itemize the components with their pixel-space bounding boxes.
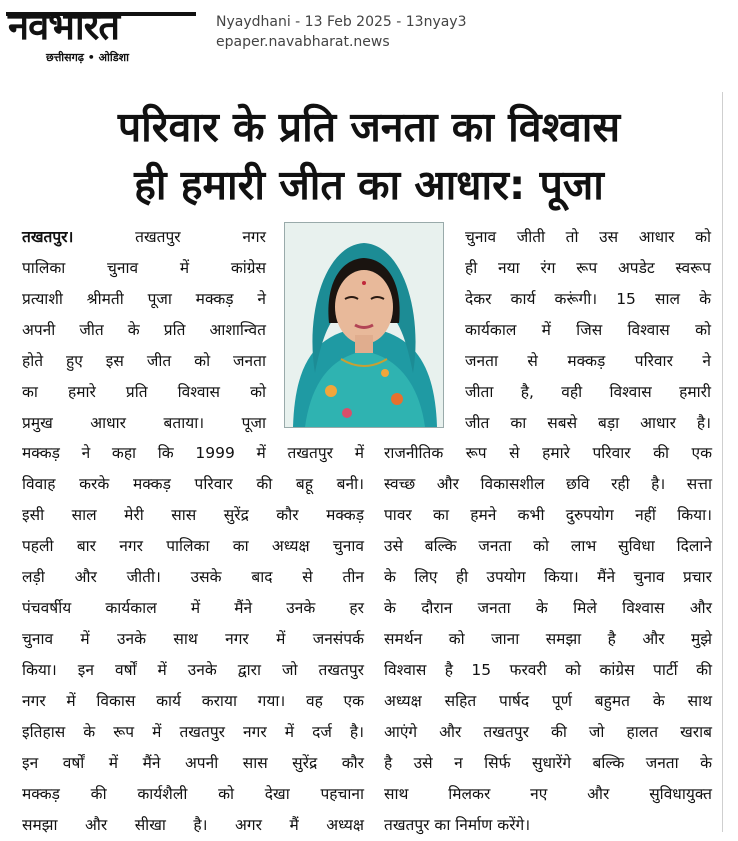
paragraph-line: पावर का हमने कभी दुरुपयोग नहीं किया। — [384, 506, 712, 524]
paragraph-line: पालिका चुनाव में कांग्रेस — [22, 259, 266, 277]
candidate-photo — [284, 222, 444, 428]
paragraph-line: मक्कड़ की कार्यशैली को देखा पहचाना — [22, 785, 364, 803]
paragraph-line: जनता से मक्कड़ परिवार ने — [465, 352, 711, 370]
portrait-illustration — [285, 223, 443, 427]
newspaper-logo — [6, 4, 198, 62]
dateline: तखतपुर। — [22, 228, 74, 246]
paragraph-line: होते हुए इस जीत को जनता — [22, 352, 266, 370]
paragraph-line: समर्थन को जाना समझा है और मुझे — [384, 630, 712, 648]
paragraph-line: प्रमुख आधार बताया। पूजा — [22, 414, 266, 432]
masthead — [0, 0, 738, 72]
paragraph-line: किया। इन वर्षों में उनके द्वारा जो तखतपुर — [22, 661, 364, 679]
edition-line: Nyaydhani - 13 Feb 2025 - 13nyay3 — [216, 14, 467, 30]
article-column-1-continued — [22, 438, 364, 841]
headline-line-2: ही हमारी जीत का आधार: पूजा — [134, 161, 604, 209]
paragraph-line — [22, 222, 266, 253]
paragraph-line: पंचवर्षीय कार्यकाल में मैंने उनके हर — [22, 599, 364, 617]
paragraph-line: का हमारे प्रति विश्वास को — [22, 383, 266, 401]
logo-subtitle: छत्तीसगढ़ • ओडिशा — [46, 51, 129, 64]
paragraph-line: जीत का सबसे बड़ा आधार है। — [465, 414, 711, 432]
paragraph-line: स्वच्छ और विकासशील छवि रही है। सत्ता — [384, 475, 712, 493]
article-column-2 — [465, 222, 711, 439]
paragraph-line: नगर में विकास कार्य कराया गया। वह एक — [22, 692, 364, 710]
article-column-2-continued — [384, 438, 712, 841]
headline-line-1: परिवार के प्रति जनता का विश्वास — [117, 103, 621, 151]
paragraph-line: है उसे न सिर्फ सुधारेंगे बल्कि जनता के — [384, 754, 712, 772]
paragraph-line: उसे बल्कि जनता को लाभ सुविधा दिलाने — [384, 537, 712, 555]
paragraph-line: लड़ी और जीती। उसके बाद से तीन — [22, 568, 364, 586]
paragraph-line: इतिहास के रूप में तखतपुर नगर में दर्ज है। — [22, 723, 364, 741]
paragraph-line: देकर कार्य करूंगी। 15 साल के — [465, 290, 711, 308]
paragraph-line: मक्कड़ ने कहा कि 1999 में तखतपुर में — [22, 444, 364, 462]
paragraph-line: चुनाव में उनके साथ नगर में जनसंपर्क — [22, 630, 364, 648]
paragraph-line: के लिए ही उपयोग किया। मैंने चुनाव प्रचार — [384, 568, 712, 586]
paragraph-line: प्रत्याशी श्रीमती पूजा मक्कड़ ने — [22, 290, 266, 308]
paragraph-line: अध्यक्ष सहित पार्षद पूर्ण बहुमत के साथ — [384, 692, 712, 710]
paragraph-line: चुनाव जीती तो उस आधार को — [465, 228, 711, 246]
paragraph-line: राजनीतिक रूप से हमारे परिवार की एक — [384, 444, 712, 462]
paragraph-line: तखतपुर का निर्माण करेंगे। — [384, 816, 531, 834]
paragraph-line: कार्यकाल में जिस विश्वास को — [465, 321, 711, 339]
paragraph-line: अपनी जीत के प्रति आशान्वित — [22, 321, 266, 339]
article-column-1 — [22, 222, 266, 439]
epaper-url: epaper.navabharat.news — [216, 34, 390, 50]
paragraph-line: विवाह करके मक्कड़ परिवार की बहू बनी। — [22, 475, 364, 493]
paragraph-line: समझा और सीखा है। अगर मैं अध्यक्ष — [22, 816, 364, 834]
paragraph-line: आएंगे और तखतपुर की जो हालत खराब — [384, 723, 712, 741]
paragraph-line: के दौरान जनता के मिले विश्वास और — [384, 599, 712, 617]
paragraph-line: पहली बार नगर पालिका का अध्यक्ष चुनाव — [22, 537, 364, 555]
line-text: तखतपुर नगर — [135, 228, 266, 246]
paragraph-line: इसी साल मेरी सास सुरेंद्र कौर मक्कड़ — [22, 506, 364, 524]
logo-text: नवभारत — [8, 4, 119, 48]
paragraph-line: जीता है, वही विश्वास हमारी — [465, 383, 711, 401]
paragraph-line: ही नया रंग रूप अपडेट स्वरूप — [465, 259, 711, 277]
edition-info — [216, 12, 467, 52]
article-headline — [0, 98, 738, 214]
paragraph-line: साथ मिलकर नए और सुविधायुक्त — [384, 785, 712, 803]
paragraph-line: विश्वास है 15 फरवरी को कांग्रेस पार्टी की — [384, 661, 712, 679]
paragraph-line: इन वर्षों में मैंने अपनी सास सुरेंद्र कौर — [22, 754, 364, 772]
